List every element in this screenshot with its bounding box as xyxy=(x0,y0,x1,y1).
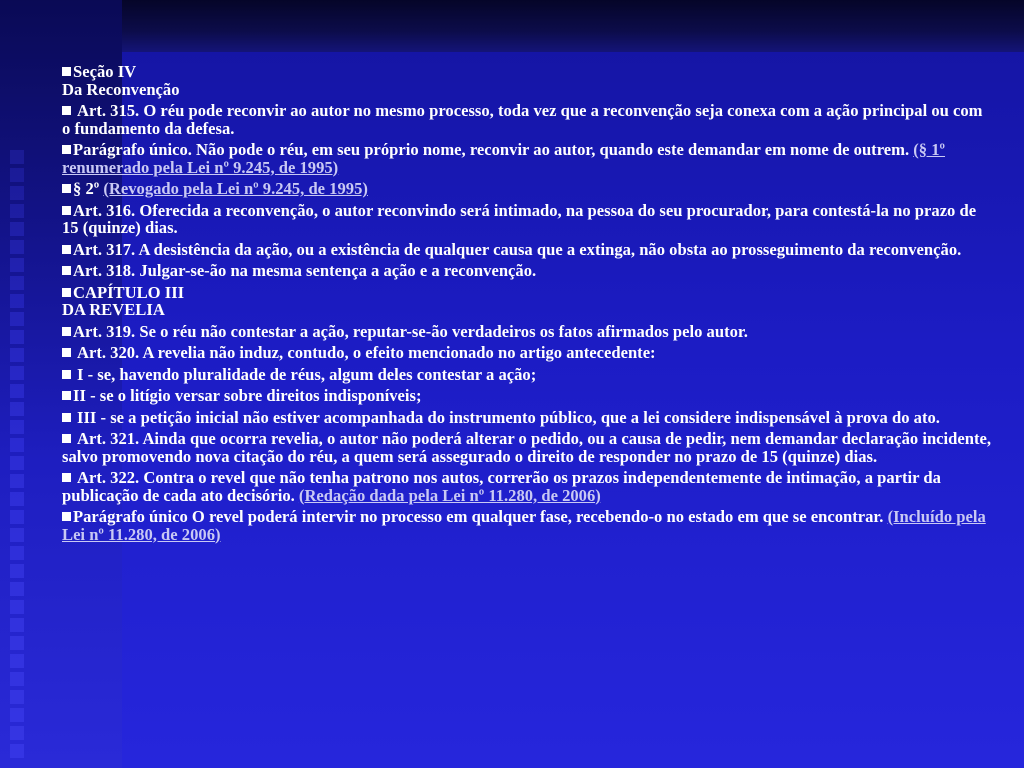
bullet-icon xyxy=(62,434,71,443)
article-315-sole-paragraph xyxy=(62,141,992,176)
paragraph-text: Art. 315. O réu pode reconvir ao autor no mesmo processo, toda vez que a reconvenção seja conexa com a ação principal ou com o fundamento da defesa. xyxy=(62,101,983,138)
decorative-square xyxy=(10,528,24,542)
bullet-icon xyxy=(62,106,71,115)
decorative-square xyxy=(10,672,24,686)
decorative-square xyxy=(10,654,24,668)
decorative-square xyxy=(10,744,24,758)
law-reference-link[interactable]: (Redação dada pela Lei nº 11.280, de 2006) xyxy=(298,485,601,505)
slide-body xyxy=(62,63,992,547)
bullet-icon xyxy=(62,206,71,215)
decorative-square xyxy=(10,618,24,632)
decorative-square xyxy=(10,330,24,344)
article-322-sole-paragraph xyxy=(62,508,992,543)
decorative-square xyxy=(10,726,24,740)
article-315-para-2 xyxy=(62,180,992,198)
bullet-icon xyxy=(62,288,71,297)
decorative-square xyxy=(10,492,24,506)
paragraph-text: § 2º xyxy=(73,179,104,198)
decorative-square xyxy=(10,240,24,254)
paragraph-text: Art. 318. Julgar-se-ão na mesma sentença a ação e a reconvenção. xyxy=(73,261,537,280)
article-322 xyxy=(62,469,992,504)
paragraph-text: Art. 319. Se o réu não contestar a ação, reputar-se-ão verdadeiros os fatos afirmados pelo autor. xyxy=(73,321,748,341)
article-320-item-ii xyxy=(62,387,992,405)
decorative-square xyxy=(10,384,24,398)
paragraph-text: Parágrafo único O revel poderá intervir no processo em qualquer fase, recebendo-o no estado em que se encontrar. xyxy=(73,507,888,526)
chapter-subtitle: DA REVELIA xyxy=(62,300,165,319)
decorative-square xyxy=(10,510,24,524)
paragraph-text: Art. 321. Ainda que ocorra revelia, o autor não poderá alterar o pedido, ou a causa de pedir, nem demandar declaração incidente, salvo promovendo nova citação do réu, a quem será assegurado o direito de responder no prazo de 15 (quinze) dias. xyxy=(62,429,992,466)
paragraph-text: Art. 320. A revelia não induz, contudo, o efeito mencionado no artigo antecedente: xyxy=(77,343,656,362)
law-reference-link[interactable]: (Incluído pela Lei nº 11.280, de 2006) xyxy=(62,507,986,544)
decorative-square xyxy=(10,600,24,614)
decorative-square xyxy=(10,204,24,218)
bullet-icon xyxy=(62,370,71,379)
decorative-square xyxy=(10,186,24,200)
paragraph-text: II - se o litígio versar sobre direitos indisponíveis; xyxy=(73,386,422,405)
paragraph-text: Art. 322. Contra o revel que não tenha patrono nos autos, correrão os prazos independentemente de intimação, a partir da publicação de cada ato decisório. xyxy=(62,468,941,505)
decorative-square xyxy=(10,366,24,380)
bullet-icon xyxy=(62,327,71,336)
paragraph-text: Art. 317. A desistência da ação, ou a existência de qualquer causa que a extinga, não obsta ao prosseguimento da reconvenção. xyxy=(73,239,962,259)
bullet-icon xyxy=(62,184,71,193)
article-320-item-i xyxy=(62,366,992,384)
article-316 xyxy=(62,202,992,237)
law-reference-link[interactable]: (Revogado pela Lei nº 9.245, de 1995) xyxy=(103,179,368,198)
decorative-square xyxy=(10,564,24,578)
section-subtitle: Da Reconvenção xyxy=(62,79,180,99)
decorative-square xyxy=(10,690,24,704)
article-317 xyxy=(62,241,992,259)
top-decorative-band xyxy=(122,0,1024,52)
section-heading xyxy=(62,63,992,98)
decorative-square xyxy=(10,258,24,272)
article-315 xyxy=(62,102,992,137)
paragraph-text: I - se, havendo pluralidade de réus, algum deles contestar a ação; xyxy=(77,364,537,384)
bullet-icon xyxy=(62,145,71,154)
article-319 xyxy=(62,323,992,341)
article-320-item-iii xyxy=(62,409,992,427)
decorative-square xyxy=(10,312,24,326)
decorative-square xyxy=(10,582,24,596)
decorative-square xyxy=(10,546,24,560)
decorative-square xyxy=(10,456,24,470)
decorative-square xyxy=(10,438,24,452)
decorative-square xyxy=(10,276,24,290)
bullet-icon xyxy=(62,391,71,400)
article-321 xyxy=(62,430,992,465)
paragraph-text: III - se a petição inicial não estiver acompanhada do instrumento público, que a lei considere indispensável à prova do ato. xyxy=(77,407,940,427)
decorative-square xyxy=(10,474,24,488)
chapter-heading xyxy=(62,284,992,319)
paragraph-text: Parágrafo único. Não pode o réu, em seu próprio nome, reconvir ao autor, quando este demandar em nome de outrem. xyxy=(73,140,914,159)
bullet-icon xyxy=(62,473,71,482)
paragraph-text: Art. 316. Oferecida a reconvenção, o autor reconvindo será intimado, na pessoa do seu procurador, para contestá-la no prazo de 15 (quinze) dias. xyxy=(62,200,977,237)
bullet-icon xyxy=(62,348,71,357)
decorative-square xyxy=(10,294,24,308)
section-title: Seção IV xyxy=(73,62,137,81)
bullet-icon xyxy=(62,512,71,521)
decorative-square xyxy=(10,222,24,236)
article-318 xyxy=(62,262,992,280)
article-320 xyxy=(62,344,992,362)
bullet-icon xyxy=(62,413,71,422)
decorative-square xyxy=(10,150,24,164)
decorative-square xyxy=(10,402,24,416)
law-reference-link[interactable]: (§ 1º renumerado pela Lei nº 9.245, de 1995) xyxy=(62,140,945,177)
bullet-icon xyxy=(62,245,71,254)
bullet-icon xyxy=(62,266,71,275)
decorative-square xyxy=(10,708,24,722)
chapter-title: CAPÍTULO III xyxy=(73,282,185,302)
bullet-icon xyxy=(62,67,71,76)
decorative-square xyxy=(10,420,24,434)
decorative-square xyxy=(10,348,24,362)
decorative-square xyxy=(10,636,24,650)
decorative-square xyxy=(10,168,24,182)
